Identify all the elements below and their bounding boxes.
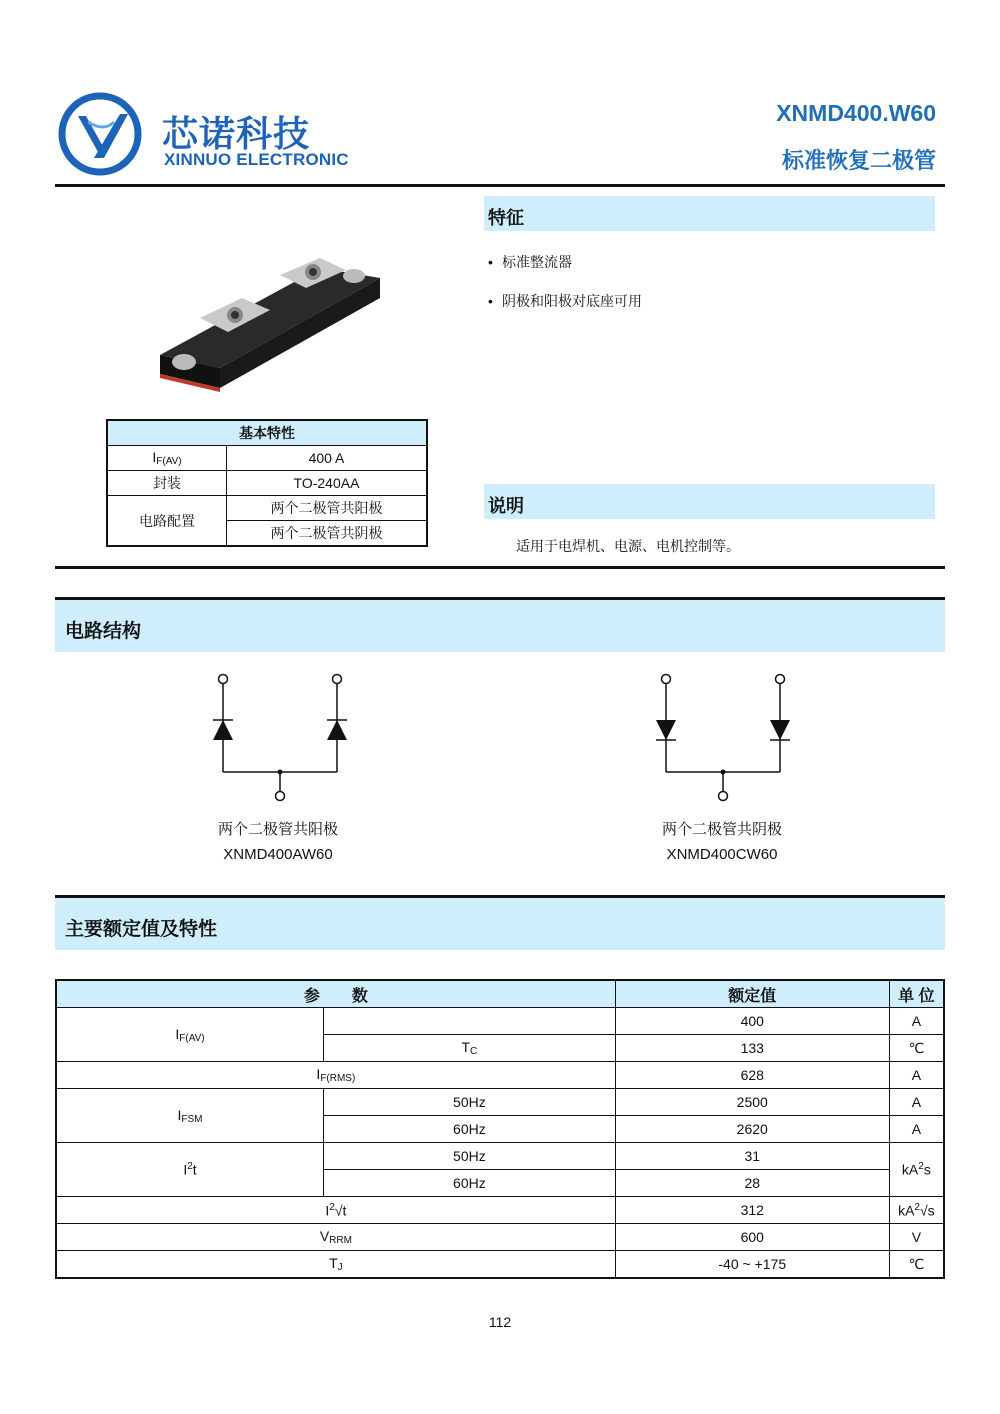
param-cond [324,1008,616,1035]
param-ifsm: $I_{FSM}$ [56,1089,324,1143]
unit-cell: ℃ [889,1035,944,1062]
feature-text: 阴极和阳极对底座可用 [502,293,642,309]
circuit-caption-left: 两个二极管共阳极 [217,821,338,838]
param-if-av: $I_{F(AV)}$ [56,1008,324,1062]
circuit-title: 电路结构 [65,621,142,642]
value-cell: 312 [615,1197,889,1224]
param-cond: 60Hz [324,1116,616,1143]
description-title: 说明 [488,496,524,516]
description-header [484,484,935,519]
value-cell: 400 [615,1008,889,1035]
page-number: 112 [488,1314,512,1330]
product-image [150,250,390,400]
param-if-rms: $I_{F(RMS)}$ [56,1062,615,1089]
param-i2t: $I^2t$ [56,1143,324,1197]
value-cell: 600 [615,1224,889,1251]
basic-specs-table [106,419,428,547]
if-value: 400 A [227,446,428,471]
value-cell: 628 [615,1062,889,1089]
param-cond: 60Hz [324,1170,616,1197]
param-i2rt: $I^2√t$ [56,1197,615,1224]
param-cond: $T_C$ [324,1035,616,1062]
common-cathode-diagram [648,670,798,810]
param-cond: 50Hz [324,1143,616,1170]
model-number: XNMD400.W60 [776,100,936,126]
unit-cell: $kA^2s$ [889,1143,944,1197]
section-divider [55,566,945,569]
device-type: 标准恢复二极管 [781,148,936,173]
col-header-value: 额定值 [615,980,889,1008]
circuit-model-left: XNMD400AW60 [223,846,333,863]
circuit-caption-right: 两个二极管共阴极 [661,821,782,838]
ratings-table [55,979,945,1279]
param-cond: 50Hz [324,1089,616,1116]
ratings-title: 主要额定值及特性 [65,919,218,940]
unit-cell: ℃ [889,1251,944,1279]
value-cell: 2500 [615,1089,889,1116]
param-vrrm: $V_{RRM}$ [56,1224,615,1251]
features-header [484,196,935,231]
param-tj: $T_J$ [56,1251,615,1279]
unit-cell: A [889,1008,944,1035]
value-cell: 31 [615,1143,889,1170]
unit-cell: A [889,1089,944,1116]
basic-table-title: 基本特性 [107,420,427,446]
col-header-param: 参 数 [56,980,615,1008]
feature-item: • 阴极和阳极对底座可用 [488,293,642,309]
value-cell: 28 [615,1170,889,1197]
if-label: $I_{F(AV)}$ [107,446,227,471]
header-divider [55,184,945,187]
col-header-unit: 单 位 [889,980,944,1008]
package-label: 封装 [107,471,227,496]
common-anode-diagram [205,670,355,810]
feature-text: 标准整流器 [502,254,572,270]
brand-name-cn: 芯诺科技 [162,113,311,154]
value-cell: -40 ~ +175 [615,1251,889,1279]
description-text: 适用于电焊机、电源、电机控制等。 [516,538,740,554]
value-cell: 2620 [615,1116,889,1143]
package-value: TO-240AA [227,471,428,496]
config-value: 两个二极管共阳极 [227,496,428,521]
unit-cell: A [889,1116,944,1143]
circuit-header [55,597,945,652]
feature-item: • 标准整流器 [488,254,572,270]
brand-name-en: XINNUO ELECTRONIC [164,150,349,169]
features-title: 特征 [488,208,524,228]
unit-cell: A [889,1062,944,1089]
unit-cell: $kA^2√s$ [889,1197,944,1224]
config-label: 电路配置 [107,496,227,547]
company-logo [58,92,143,177]
ratings-header [55,895,945,950]
config-value: 两个二极管共阴极 [227,521,428,547]
circuit-model-right: XNMD400CW60 [666,846,778,863]
unit-cell: V [889,1224,944,1251]
value-cell: 133 [615,1035,889,1062]
